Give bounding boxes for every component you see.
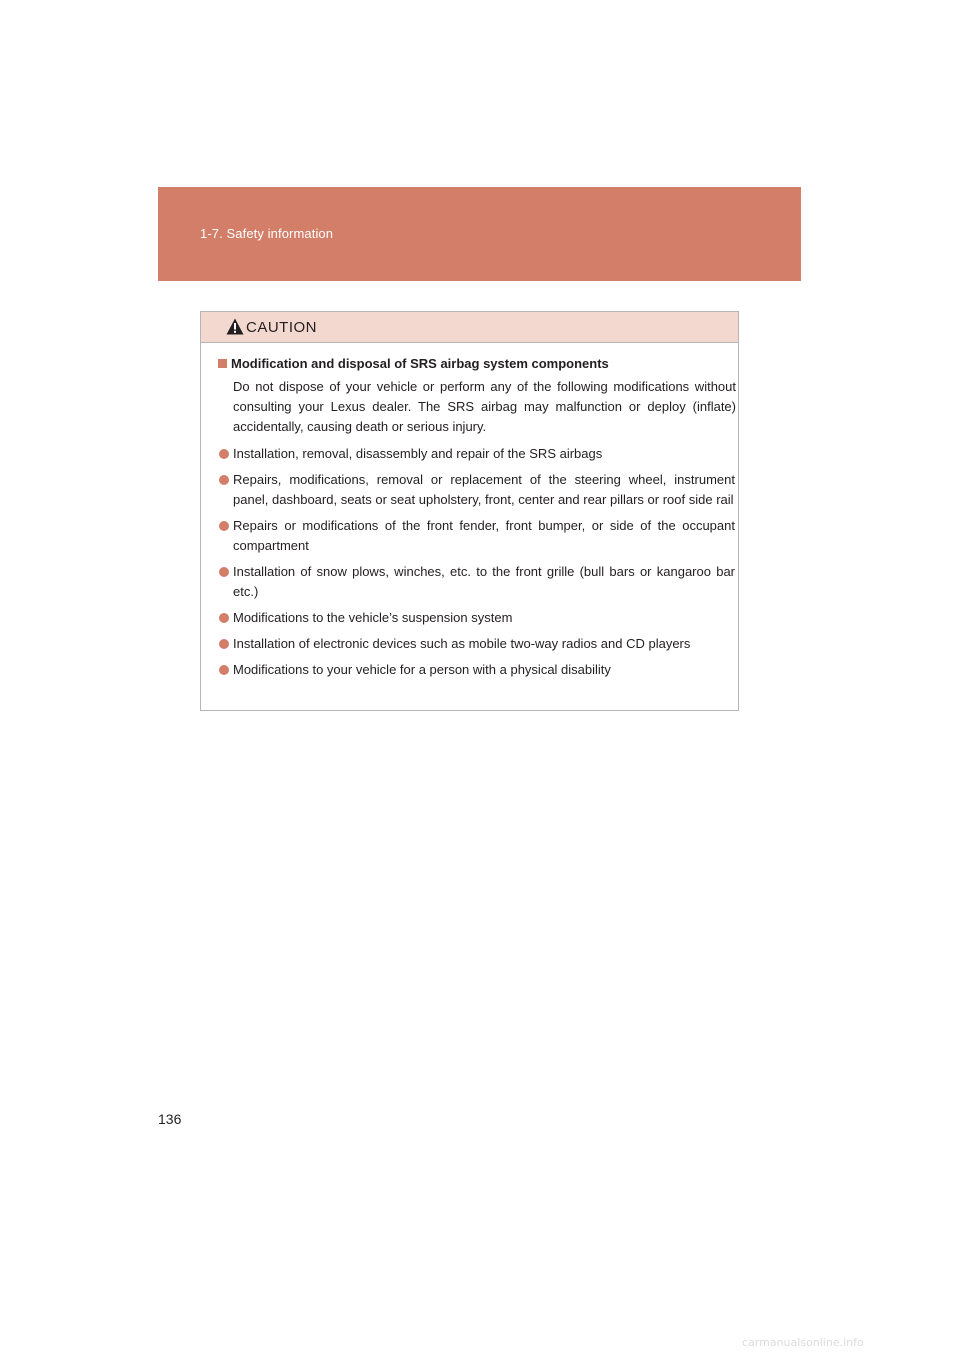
section-header-band [158,187,801,281]
circle-bullet-icon [219,567,229,577]
list-item-text: Repairs, modifications, removal or replacement of the steering wheel, instrument panel, dashboard, seats or seat upholstery, front, center and rear pillars or roof side rail [233,472,735,507]
circle-bullet-icon [219,521,229,531]
list-item [218,516,735,556]
circle-bullet-icon [219,665,229,675]
list-item [218,608,735,628]
circle-bullet-icon [219,613,229,623]
caution-title: CAUTION [246,319,317,336]
circle-bullet-icon [219,475,229,485]
list-item [218,660,735,680]
caution-heading-text: Modification and disposal of SRS airbag system components [231,356,609,371]
list-item [218,444,735,464]
list-item-text: Installation, removal, disassembly and repair of the SRS airbags [233,446,603,461]
section-title: 1-7. Safety information [200,226,334,241]
watermark: carmanualsonline.info [742,1336,864,1349]
circle-bullet-icon [219,639,229,649]
list-item-text: Repairs or modifications of the front fender, front bumper, or side of the occupant compartment [233,518,735,553]
page-number: 136 [158,1111,182,1127]
list-item [218,470,735,510]
caution-body [218,355,735,686]
square-bullet-icon [218,359,227,368]
list-item-text: Modifications to the vehicle’s suspension system [233,610,513,625]
warning-triangle-icon [226,318,244,335]
caution-list [218,444,735,680]
list-item-text: Installation of electronic devices such as mobile two-way radios and CD players [233,636,691,651]
list-item-text: Installation of snow plows, winches, etc. to the front grille (bull bars or kangaroo bar etc.) [233,564,735,599]
caution-intro: Do not dispose of your vehicle or perform any of the following modifications without consulting your Lexus dealer. The SRS airbag may malfunction or deploy (inflate) accidentally, causing death or serious injury. [233,379,736,434]
list-item-text: Modifications to your vehicle for a person with a physical disability [233,662,611,677]
caution-header [201,312,738,343]
caution-box [200,311,739,711]
list-item [218,634,735,654]
circle-bullet-icon [219,449,229,459]
caution-heading [218,355,735,373]
list-item [218,562,735,602]
